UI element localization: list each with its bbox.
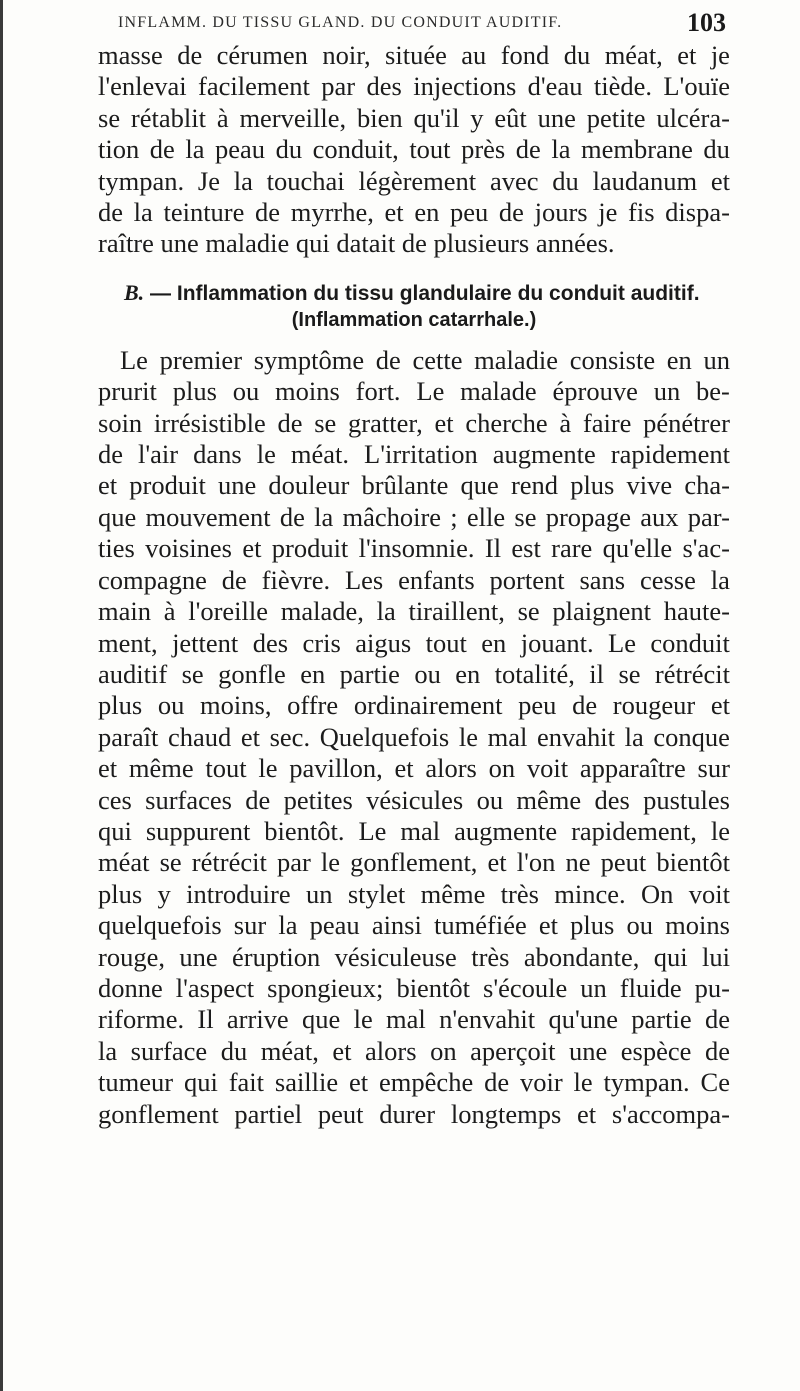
text-line: ces surfaces de petites vésicules ou même des pustules — [98, 784, 730, 815]
section-heading — [98, 280, 730, 307]
text-line: de la teinture de myrrhe, et en peu de jours je fis dispa- — [98, 197, 730, 228]
text-line: se rétablit à merveille, bien qu'il y eût une petite ulcéra- — [98, 102, 730, 133]
text-line: masse de cérumen noir, située au fond du méat, et je — [98, 40, 730, 70]
text-line: raître une maladie qui datait de plusieurs années. — [98, 228, 615, 259]
running-head: INFLAMM. DU TISSU GLAND. DU CONDUIT AUDITIF. — [118, 14, 563, 31]
text-line: main à l'oreille malade, la tiraillent, se plaignent haute- — [98, 596, 730, 627]
text-line: gonflement partiel peut durer longtemps et s'accompa- — [98, 1098, 730, 1129]
text-line: plus y introduire un stylet même très mince. On voit — [98, 878, 730, 909]
text-line: méat se rétrécit par le gonflement, et l'on ne peut bientôt — [98, 847, 730, 878]
text-line: riforme. Il arrive que le mal n'envahit qu'une partie de — [98, 1004, 730, 1035]
text-line: prurit plus ou moins fort. Le malade éprouve un be- — [98, 376, 730, 407]
text-line: de l'air dans le méat. L'irritation augmente rapidement — [98, 439, 730, 470]
section-letter: B. — [124, 279, 145, 305]
text-line: quelquefois sur la peau ainsi tuméfiée et plus ou moins — [98, 910, 730, 941]
text-line: tion de la peau du conduit, tout près de la membrane du — [98, 134, 730, 165]
section-gap — [98, 260, 730, 280]
text-line: et même tout le pavillon, et alors on voit apparaître sur — [98, 753, 730, 784]
text-line: Le premier symptôme de cette maladie consiste en un — [120, 344, 730, 375]
text-line: et produit une douleur brûlante que rend plus vive cha- — [98, 470, 730, 501]
page-number: 103 — [687, 8, 726, 37]
text-line: plus ou moins, offre ordinairement peu de rougeur et — [98, 690, 730, 721]
text-line: ment, jettent des cris aigus tout en jouant. Le conduit — [98, 627, 730, 658]
text-line: soin irrésistible de se gratter, et cherche à faire pénétrer — [98, 407, 730, 438]
text-line: la surface du méat, et alors on aperçoit une espèce de — [98, 1035, 730, 1066]
text-line: auditif se gonfle en partie ou en totalité, il se rétrécit — [98, 658, 730, 689]
page-body — [98, 40, 730, 1130]
page-edge-shadow — [0, 0, 3, 1391]
text-line: tumeur qui fait saillie et empêche de voir le tympan. Ce — [98, 1067, 730, 1098]
text-line: qui suppurent bientôt. Le mal augmente rapidement, le — [98, 815, 730, 846]
text-line: rouge, une éruption vésiculeuse très abondante, qui lui — [98, 941, 730, 972]
text-line: l'enlevai facilement par des injections d'eau tiède. L'ouïe — [98, 71, 730, 102]
text-line: tympan. Je la touchai légèrement avec du laudanum et — [98, 165, 730, 196]
page-header — [118, 6, 798, 36]
text-line: ties voisines et produit l'insomnie. Il est rare qu'elle s'ac- — [98, 533, 730, 564]
text-line: que mouvement de la mâchoire ; elle se propage aux par- — [98, 501, 730, 532]
text-line: compagne de fièvre. Les enfants portent sans cesse la — [98, 564, 730, 595]
text-line: paraît chaud et sec. Quelquefois le mal envahit la conque — [98, 721, 730, 752]
text-line: donne l'aspect spongieux; bientôt s'écoule un fluide pu- — [98, 972, 730, 1003]
section-title: — Inflammation du tissu glandulaire du conduit auditif. — [150, 281, 700, 305]
section-subtitle: (Inflammation catarrhale.) — [291, 308, 537, 331]
